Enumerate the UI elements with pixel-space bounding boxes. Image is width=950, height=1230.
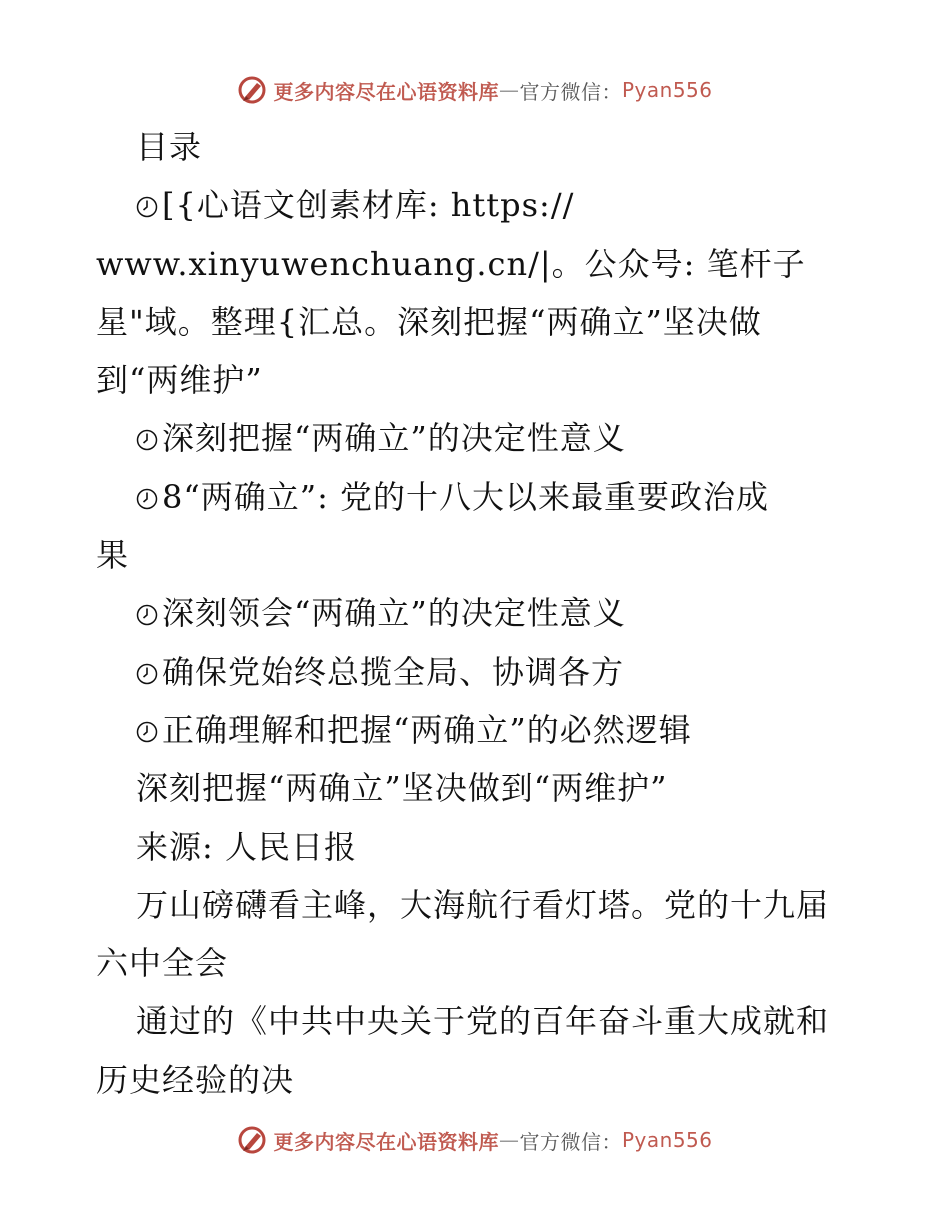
footer-watermark-banner [0,1120,950,1160]
toc-entry-6-text: 正确理解和把握“两确立”的必然逻辑 [162,710,692,749]
clock-icon [136,429,158,451]
banner-wechat-label: 官方微信： [519,79,622,104]
clock-icon [136,604,158,626]
toc-entry-2[interactable] [96,409,866,467]
header-watermark-banner [0,70,950,110]
toc-entry-1-line-1[interactable] [96,176,866,234]
paragraph-2-line-2: 历史经验的决 [96,1060,295,1099]
banner-site-text: 更多内容尽在心语资料库 [273,79,499,104]
banner-wechat-id: Pyan556 [621,1128,713,1152]
paragraph-1-line-1: 万山磅礴看主峰，大海航行看灯塔。党的十九届 [136,885,830,924]
toc-entry-3-line-1[interactable] [96,468,866,526]
toc-entry-6[interactable] [96,701,866,759]
toc-entry-1-line-3[interactable]: 星"域。整理{汇总。深刻把握“两确立”坚决做 [96,302,762,341]
article-source: 来源: 人民日报 [136,827,357,866]
banner-wechat-label: 官方微信： [519,1129,622,1154]
banner-wechat-id: Pyan556 [621,78,713,102]
toc-entry-5[interactable] [96,643,866,701]
toc-entry-3-text: 8“两确立”: 党的十八大以来最重要政治成 [162,477,770,516]
toc-entry-4-text: 深刻领会“两确立”的决定性意义 [162,594,626,633]
clock-icon [136,196,158,218]
toc-entry-5-text: 确保党始终总揽全局、协调各方 [162,652,625,691]
toc-entry-2-text: 深刻把握“两确立”的决定性意义 [162,419,626,458]
toc-entry-3-line-2[interactable]: 果 [96,536,130,575]
toc-entry-1-text: [{心语文创素材库: https:// [162,186,575,225]
banner-site-text: 更多内容尽在心语资料库 [273,1129,499,1154]
toc-heading: 目录 [136,128,203,166]
paragraph-1-line-2: 六中全会 [96,944,229,983]
pen-logo-icon [237,1125,267,1155]
toc-entry-1-line-2[interactable]: www.xinyuwenchuang.cn/|。公众号: 笔杆子 [96,244,806,283]
paragraph-2-line-1: 通过的《中共中央关于党的百年奋斗重大成就和 [136,1002,830,1041]
clock-icon [136,721,158,743]
banner-dash: — [498,78,520,102]
pen-logo-icon [237,75,267,105]
clock-icon [136,488,158,510]
clock-icon [136,663,158,685]
banner-dash: — [498,1128,520,1152]
article-title: 深刻把握“两确立”坚决做到“两维护” [136,769,668,808]
document-body [96,118,866,1109]
toc-entry-1-line-4[interactable]: 到“两维护” [96,361,263,400]
toc-entry-4[interactable] [96,584,866,642]
